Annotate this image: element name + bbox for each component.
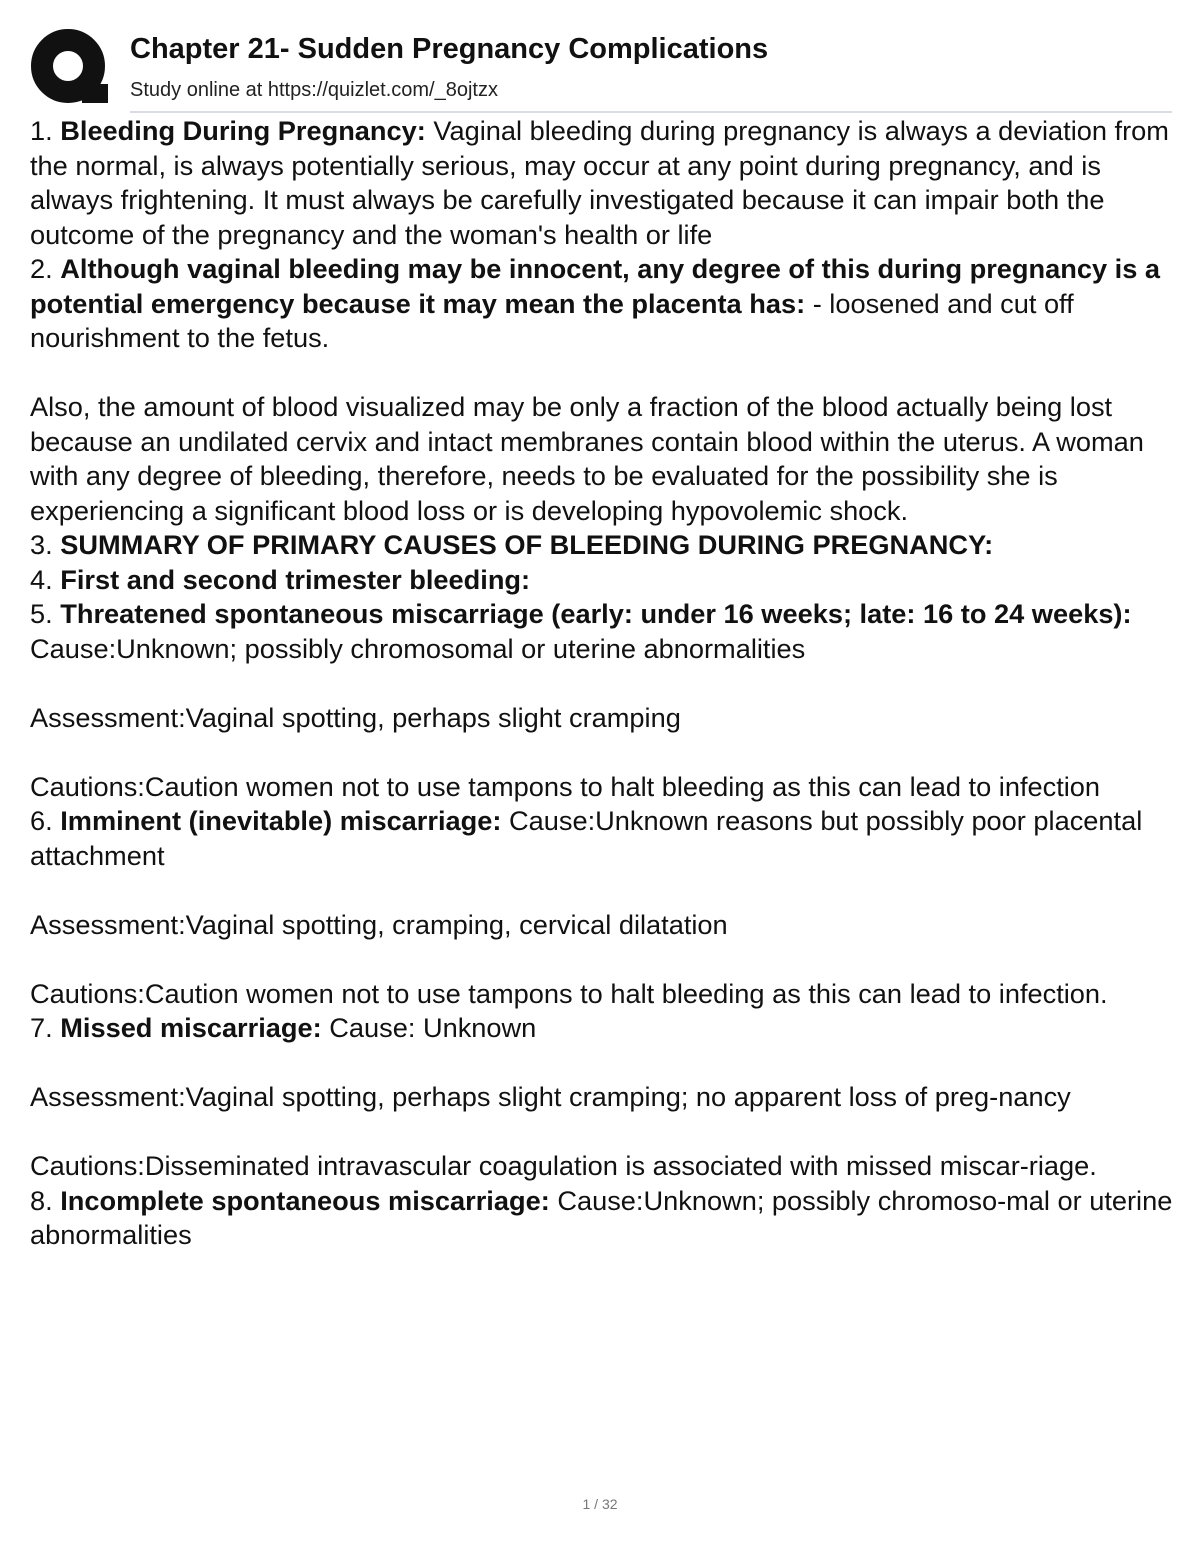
page-title: Chapter 21- Sudden Pregnancy Complications xyxy=(130,33,769,65)
item-term: Threatened spontaneous miscarriage (early: under 16 weeks; late: 16 to 24 weeks): xyxy=(60,598,1132,629)
list-item xyxy=(30,1011,1175,1046)
quizlet-q-logo-icon xyxy=(30,28,110,108)
item-number: 1. xyxy=(30,115,53,146)
paragraph-gap xyxy=(30,942,1175,977)
item-cautions: Cautions:Caution women not to use tampons to halt bleeding as this can lead to infection. xyxy=(30,977,1108,1009)
paragraph-gap xyxy=(30,735,1175,770)
list-item xyxy=(30,597,1175,666)
item-term: Incomplete spontaneous miscarriage: xyxy=(60,1184,550,1216)
item-number: 8. xyxy=(30,1184,53,1216)
item-definition: Vaginal bleeding during pregnancy is always a deviation from the normal, is always potentially serious, may occur at any point during pregnancy, and is always frightening. It must always be carefully investigated because it can impair both the outcome of the pregnancy and the woman's health or life xyxy=(30,115,1169,250)
list-item xyxy=(30,252,1175,356)
flashcard-list xyxy=(30,114,1175,1253)
item-definition: Cause: Unknown xyxy=(329,1012,537,1043)
item-definition: Cause:Unknown reasons but possibly poor placental attachment xyxy=(30,805,1143,871)
item-definition: - loosened and cut off nourishment to the fetus. xyxy=(30,287,1074,353)
list-item xyxy=(30,528,1175,563)
header-divider xyxy=(130,111,1172,113)
paragraph-gap xyxy=(30,1046,1175,1081)
list-item xyxy=(30,563,1175,598)
item-term: Missed miscarriage: xyxy=(60,1012,322,1043)
item-term: First and second trimester bleeding: xyxy=(60,563,531,595)
page-header xyxy=(30,28,1172,108)
item-number: 2. xyxy=(30,253,53,284)
study-online-link[interactable]: Study online at https://quizlet.com/_8ojtzx xyxy=(130,79,498,101)
page-number: 1 / 32 xyxy=(582,1496,618,1512)
item-number: 4. xyxy=(30,563,53,595)
list-item xyxy=(30,1184,1175,1253)
item-term: Bleeding During Pregnancy: xyxy=(60,115,426,146)
item-number: 3. xyxy=(30,529,53,560)
item-number: 5. xyxy=(30,598,53,629)
item-assessment: Assessment:Vaginal spotting, perhaps slight cramping xyxy=(30,701,681,733)
item-term: Imminent (inevitable) miscarriage: xyxy=(60,805,502,836)
item-assessment: Assessment:Vaginal spotting, cramping, cervical dilatation xyxy=(30,908,728,940)
item-number: 6. xyxy=(30,805,53,836)
item-number: 7. xyxy=(30,1012,53,1043)
list-item xyxy=(30,114,1175,252)
item-definition: Cause:Unknown; possibly chromosomal or uterine abnormalities xyxy=(30,632,806,664)
paragraph-gap xyxy=(30,356,1175,391)
item-definition: Cause:Unknown; possibly chromoso-mal or uterine abnormalities xyxy=(30,1184,1173,1250)
item-assessment: Assessment:Vaginal spotting, perhaps slight cramping; no apparent loss of preg-nancy xyxy=(30,1081,1071,1112)
item-definition: Also, the amount of blood visualized may be only a fraction of the blood actually being lost because an undilated cervix and intact membranes contain blood within the uterus. A woman with any degree of bleeding, therefore, needs to be evaluated for the possibility she is experiencing a significant blood loss or is developing hypovolemic shock. xyxy=(30,391,1144,526)
item-cautions: Cautions:Disseminated intravascular coagulation is associated with missed miscar-riage. xyxy=(30,1150,1097,1181)
item-term: SUMMARY OF PRIMARY CAUSES OF BLEEDING DURING PREGNANCY: xyxy=(60,529,994,560)
paragraph-gap xyxy=(30,666,1175,701)
paragraph-gap xyxy=(30,873,1175,908)
list-item xyxy=(30,804,1175,873)
item-cautions: Cautions:Caution women not to use tampons to halt bleeding as this can lead to infection xyxy=(30,770,1101,802)
paragraph-gap xyxy=(30,1115,1175,1150)
item-term: Although vaginal bleeding may be innocent, any degree of this during pregnancy is a potential emergency because it may mean the placenta has: xyxy=(30,253,1161,319)
